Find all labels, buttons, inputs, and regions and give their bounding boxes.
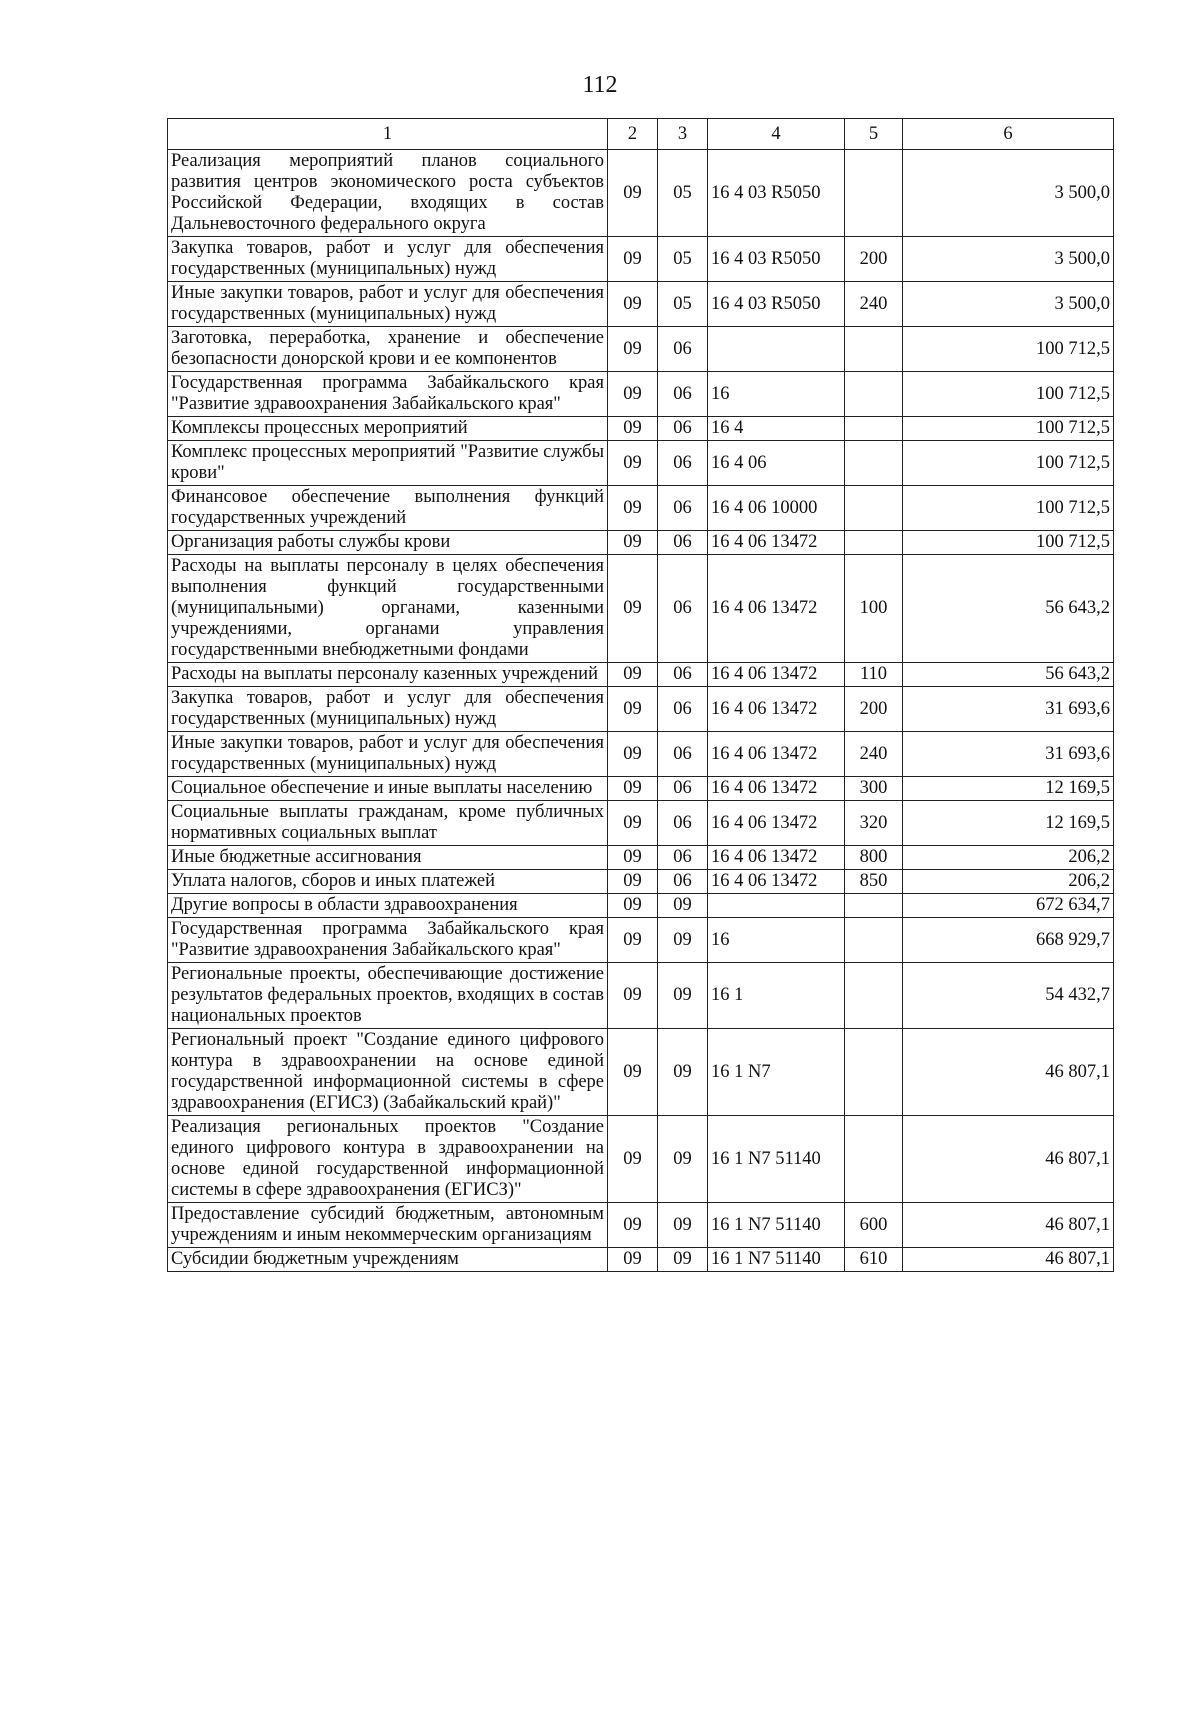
row-target-code-cell: 16 1 N7 51140 [708, 1203, 845, 1248]
row-expense-type-cell: 100 [845, 555, 903, 663]
row-expense-type-cell [845, 531, 903, 555]
table-row [168, 687, 1114, 732]
row-amount-cell: 3 500,0 [903, 150, 1114, 237]
page-number: 112 [582, 72, 618, 98]
table-row [168, 963, 1114, 1029]
row-name-cell: Иные закупки товаров, работ и услуг для обеспечения государственных (муниципальных) нужд [168, 732, 608, 777]
row-name-cell: Субсидии бюджетным учреждениям [168, 1248, 608, 1272]
row-expense-type-cell [845, 150, 903, 237]
row-target-code-cell: 16 1 N7 51140 [708, 1248, 845, 1272]
row-section-cell: 09 [608, 237, 658, 282]
row-name-cell: Государственная программа Забайкальского края "Развитие здравоохранения Забайкальского края" [168, 918, 608, 963]
row-expense-type-cell [845, 918, 903, 963]
row-subsection-cell: 06 [658, 732, 708, 777]
row-expense-type-cell [845, 372, 903, 417]
row-amount-cell: 100 712,5 [903, 531, 1114, 555]
row-amount-cell: 3 500,0 [903, 237, 1114, 282]
table-row [168, 531, 1114, 555]
row-section-cell: 09 [608, 531, 658, 555]
row-subsection-cell: 05 [658, 282, 708, 327]
row-subsection-cell: 05 [658, 237, 708, 282]
row-section-cell: 09 [608, 372, 658, 417]
header-col-3: 3 [658, 119, 708, 150]
table-row [168, 777, 1114, 801]
row-subsection-cell: 06 [658, 555, 708, 663]
row-subsection-cell: 09 [658, 1029, 708, 1116]
row-subsection-cell: 09 [658, 918, 708, 963]
row-target-code-cell: 16 4 03 R5050 [708, 237, 845, 282]
row-target-code-cell: 16 [708, 372, 845, 417]
table-row [168, 555, 1114, 663]
row-expense-type-cell: 320 [845, 801, 903, 846]
table-row [168, 1029, 1114, 1116]
row-name-cell: Закупка товаров, работ и услуг для обеспечения государственных (муниципальных) нужд [168, 687, 608, 732]
table-row [168, 918, 1114, 963]
row-target-code-cell: 16 4 [708, 417, 845, 441]
row-expense-type-cell: 850 [845, 870, 903, 894]
row-expense-type-cell: 300 [845, 777, 903, 801]
row-target-code-cell: 16 4 06 13472 [708, 732, 845, 777]
row-subsection-cell: 06 [658, 801, 708, 846]
row-section-cell: 09 [608, 918, 658, 963]
table-row [168, 1248, 1114, 1272]
row-target-code-cell: 16 4 06 13472 [708, 777, 845, 801]
row-amount-cell: 31 693,6 [903, 687, 1114, 732]
row-section-cell: 09 [608, 1029, 658, 1116]
row-name-cell: Другие вопросы в области здравоохранения [168, 894, 608, 918]
row-target-code-cell: 16 4 06 13472 [708, 555, 845, 663]
row-subsection-cell: 06 [658, 687, 708, 732]
row-expense-type-cell: 200 [845, 687, 903, 732]
row-name-cell: Социальное обеспечение и иные выплаты населению [168, 777, 608, 801]
row-name-cell: Иные бюджетные ассигнования [168, 846, 608, 870]
row-expense-type-cell [845, 417, 903, 441]
row-name-cell: Расходы на выплаты персоналу в целях обеспечения выполнения функций государственными (муниципальными) органами, казенными учреждениями, органами управления государственными внебюджетными фондами [168, 555, 608, 663]
row-amount-cell: 46 807,1 [903, 1203, 1114, 1248]
row-subsection-cell: 09 [658, 1203, 708, 1248]
row-section-cell: 09 [608, 732, 658, 777]
row-subsection-cell: 06 [658, 870, 708, 894]
row-expense-type-cell: 610 [845, 1248, 903, 1272]
row-amount-cell: 100 712,5 [903, 372, 1114, 417]
table-row [168, 327, 1114, 372]
header-col-4: 4 [708, 119, 845, 150]
table-row [168, 801, 1114, 846]
row-name-cell: Комплекс процессных мероприятий "Развитие службы крови" [168, 441, 608, 486]
row-amount-cell: 672 634,7 [903, 894, 1114, 918]
row-subsection-cell: 09 [658, 1116, 708, 1203]
row-name-cell: Организация работы службы крови [168, 531, 608, 555]
table-row [168, 1203, 1114, 1248]
row-section-cell: 09 [608, 1116, 658, 1203]
row-name-cell: Закупка товаров, работ и услуг для обеспечения государственных (муниципальных) нужд [168, 237, 608, 282]
row-target-code-cell: 16 1 N7 [708, 1029, 845, 1116]
row-amount-cell: 668 929,7 [903, 918, 1114, 963]
header-row [168, 119, 1114, 150]
row-expense-type-cell: 200 [845, 237, 903, 282]
row-subsection-cell: 09 [658, 1248, 708, 1272]
row-name-cell: Уплата налогов, сборов и иных платежей [168, 870, 608, 894]
row-name-cell: Финансовое обеспечение выполнения функций государственных учреждений [168, 486, 608, 531]
table-row [168, 441, 1114, 486]
row-amount-cell: 12 169,5 [903, 777, 1114, 801]
row-section-cell: 09 [608, 894, 658, 918]
row-target-code-cell: 16 4 06 13472 [708, 531, 845, 555]
row-amount-cell: 56 643,2 [903, 555, 1114, 663]
row-name-cell: Заготовка, переработка, хранение и обеспечение безопасности донорской крови и ее компонентов [168, 327, 608, 372]
row-name-cell: Реализация мероприятий планов социального развития центров экономического роста субъектов Российской Федерации, входящих в состав Дальневосточного федерального округа [168, 150, 608, 237]
table-row [168, 663, 1114, 687]
header-col-6: 6 [903, 119, 1114, 150]
table-row [168, 417, 1114, 441]
row-section-cell: 09 [608, 963, 658, 1029]
row-amount-cell: 206,2 [903, 870, 1114, 894]
table-row [168, 372, 1114, 417]
row-name-cell: Реализация региональных проектов "Создание единого цифрового контура в здравоохранении на основе единой государственной информационной системы в сфере здравоохранения (ЕГИСЗ)" [168, 1116, 608, 1203]
row-subsection-cell: 06 [658, 417, 708, 441]
table-row [168, 150, 1114, 237]
row-amount-cell: 100 712,5 [903, 486, 1114, 531]
row-target-code-cell: 16 4 06 13472 [708, 687, 845, 732]
row-subsection-cell: 06 [658, 441, 708, 486]
row-target-code-cell: 16 4 06 13472 [708, 801, 845, 846]
row-section-cell: 09 [608, 327, 658, 372]
row-section-cell: 09 [608, 870, 658, 894]
row-expense-type-cell [845, 1116, 903, 1203]
row-name-cell: Расходы на выплаты персоналу казенных учреждений [168, 663, 608, 687]
row-expense-type-cell: 600 [845, 1203, 903, 1248]
row-target-code-cell: 16 4 06 13472 [708, 846, 845, 870]
row-expense-type-cell [845, 963, 903, 1029]
row-amount-cell: 100 712,5 [903, 327, 1114, 372]
row-target-code-cell: 16 4 03 R5050 [708, 282, 845, 327]
row-target-code-cell [708, 327, 845, 372]
row-expense-type-cell: 240 [845, 732, 903, 777]
row-section-cell: 09 [608, 777, 658, 801]
row-target-code-cell: 16 4 06 13472 [708, 663, 845, 687]
row-subsection-cell: 09 [658, 894, 708, 918]
row-section-cell: 09 [608, 555, 658, 663]
row-expense-type-cell [845, 327, 903, 372]
row-expense-type-cell: 240 [845, 282, 903, 327]
row-amount-cell: 54 432,7 [903, 963, 1114, 1029]
row-section-cell: 09 [608, 282, 658, 327]
row-target-code-cell [708, 894, 845, 918]
row-target-code-cell: 16 4 06 13472 [708, 870, 845, 894]
row-target-code-cell: 16 [708, 918, 845, 963]
row-expense-type-cell: 110 [845, 663, 903, 687]
row-target-code-cell: 16 4 06 [708, 441, 845, 486]
row-section-cell: 09 [608, 417, 658, 441]
table-row [168, 894, 1114, 918]
row-section-cell: 09 [608, 846, 658, 870]
header-col-2: 2 [608, 119, 658, 150]
row-name-cell: Комплексы процессных мероприятий [168, 417, 608, 441]
row-target-code-cell: 16 4 03 R5050 [708, 150, 845, 237]
row-amount-cell: 100 712,5 [903, 417, 1114, 441]
header-col-1: 1 [168, 119, 608, 150]
table-row [168, 870, 1114, 894]
row-expense-type-cell [845, 441, 903, 486]
row-subsection-cell: 06 [658, 327, 708, 372]
table-row [168, 846, 1114, 870]
table-row [168, 1116, 1114, 1203]
row-subsection-cell: 06 [658, 777, 708, 801]
table-row [168, 282, 1114, 327]
row-section-cell: 09 [608, 1203, 658, 1248]
row-amount-cell: 206,2 [903, 846, 1114, 870]
row-subsection-cell: 06 [658, 486, 708, 531]
row-subsection-cell: 06 [658, 531, 708, 555]
row-name-cell: Региональный проект "Создание единого цифрового контура в здравоохранении на основе единой государственной информационной системы в сфере здравоохранения (ЕГИСЗ) (Забайкальский край)" [168, 1029, 608, 1116]
table-row [168, 237, 1114, 282]
row-name-cell: Предоставление субсидий бюджетным, автономным учреждениям и иным некоммерческим организациям [168, 1203, 608, 1248]
row-amount-cell: 100 712,5 [903, 441, 1114, 486]
row-name-cell: Иные закупки товаров, работ и услуг для обеспечения государственных (муниципальных) нужд [168, 282, 608, 327]
header-col-5: 5 [845, 119, 903, 150]
row-target-code-cell: 16 4 06 10000 [708, 486, 845, 531]
row-expense-type-cell: 800 [845, 846, 903, 870]
row-section-cell: 09 [608, 687, 658, 732]
row-subsection-cell: 06 [658, 372, 708, 417]
row-amount-cell: 46 807,1 [903, 1248, 1114, 1272]
row-section-cell: 09 [608, 1248, 658, 1272]
row-subsection-cell: 09 [658, 963, 708, 1029]
table-row [168, 486, 1114, 531]
row-section-cell: 09 [608, 801, 658, 846]
row-section-cell: 09 [608, 150, 658, 237]
row-amount-cell: 12 169,5 [903, 801, 1114, 846]
row-amount-cell: 56 643,2 [903, 663, 1114, 687]
row-section-cell: 09 [608, 486, 658, 531]
row-subsection-cell: 06 [658, 846, 708, 870]
row-expense-type-cell [845, 486, 903, 531]
row-name-cell: Государственная программа Забайкальского края "Развитие здравоохранения Забайкальского края" [168, 372, 608, 417]
table-row [168, 732, 1114, 777]
row-section-cell: 09 [608, 441, 658, 486]
row-expense-type-cell [845, 1029, 903, 1116]
row-section-cell: 09 [608, 663, 658, 687]
row-amount-cell: 46 807,1 [903, 1029, 1114, 1116]
row-amount-cell: 46 807,1 [903, 1116, 1114, 1203]
row-target-code-cell: 16 1 [708, 963, 845, 1029]
row-expense-type-cell [845, 894, 903, 918]
row-subsection-cell: 06 [658, 663, 708, 687]
row-target-code-cell: 16 1 N7 51140 [708, 1116, 845, 1203]
row-name-cell: Социальные выплаты гражданам, кроме публичных нормативных социальных выплат [168, 801, 608, 846]
row-subsection-cell: 05 [658, 150, 708, 237]
row-amount-cell: 3 500,0 [903, 282, 1114, 327]
budget-table [167, 118, 1114, 1272]
row-name-cell: Региональные проекты, обеспечивающие достижение результатов федеральных проектов, входящих в состав национальных проектов [168, 963, 608, 1029]
row-amount-cell: 31 693,6 [903, 732, 1114, 777]
